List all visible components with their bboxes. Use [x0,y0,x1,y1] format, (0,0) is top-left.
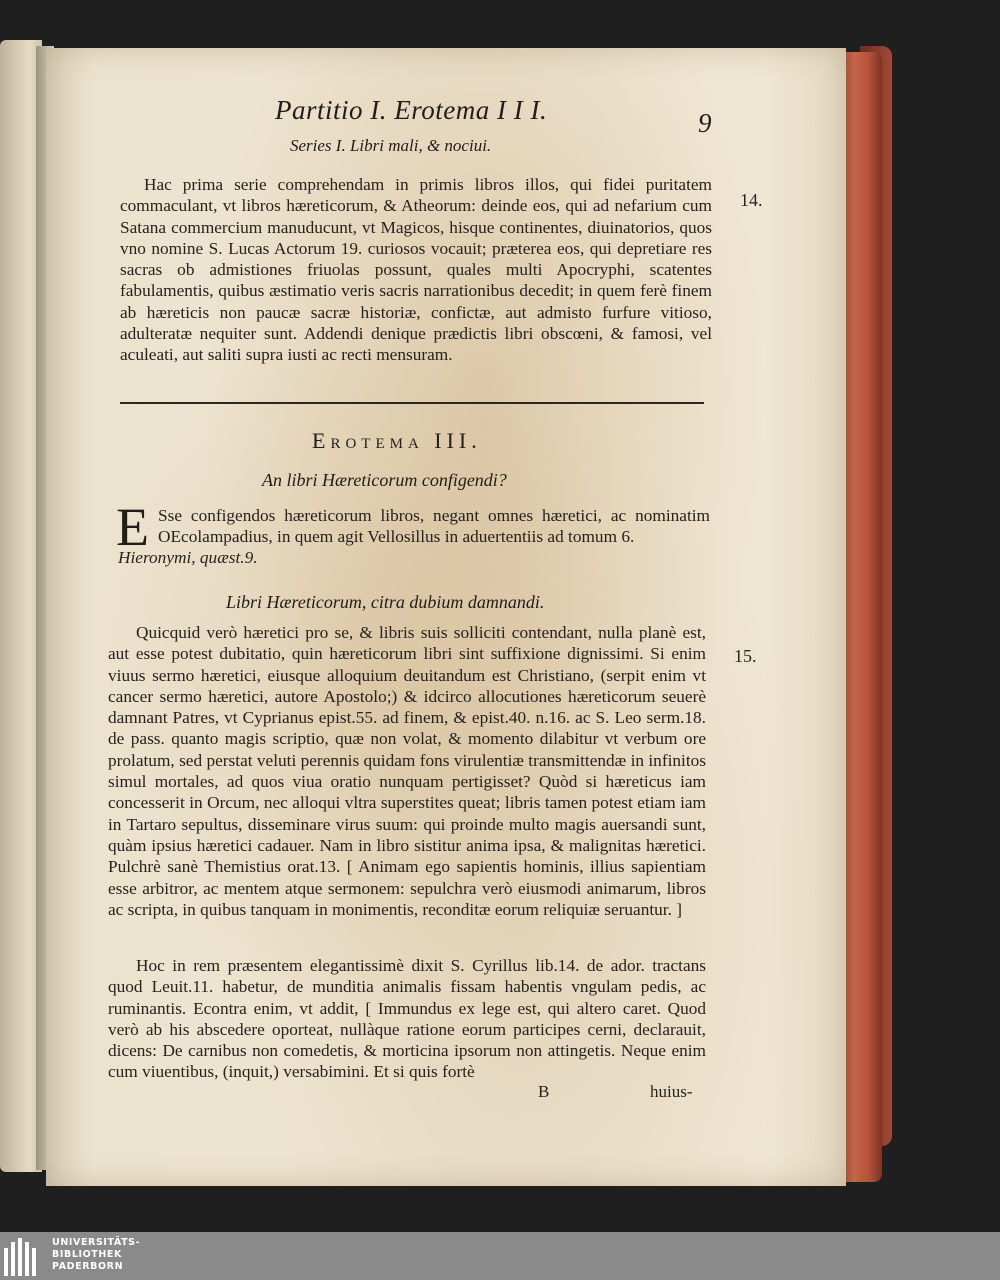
margin-number-14: 14. [740,190,763,210]
subheading: Libri Hæreticorum, citra dubium damnandi. [226,592,545,612]
page-number: 9 [698,108,712,138]
series-heading: Series I. Libri mali, & nociui. [290,136,492,155]
library-name-line-3: PADERBORN [52,1261,124,1272]
paragraph-2-line-2: Hieronymi, quæst.9. [118,548,258,567]
library-name [52,1237,140,1273]
library-name-line-1: UNIVERSITÄTS- [52,1237,141,1248]
question-heading: An libri Hæreticorum configendi? [262,470,507,490]
section-divider [120,402,704,404]
signature-mark: B [538,1082,550,1101]
paragraph-1: Hac prima serie comprehendam in primis libros illos, qui fidei puritatem commaculant, vt libros hæreticorum, & Atheorum: deinde eos, qui ad nefarium cum Satana commercium manuducunt, vt Magicos, hisque continentes, diuinatorios, quos vno nomine S. Lucas Actorum 19. curiosos vocauit; præterea eos, qui depretiare res sacras ob admistiones friuolas possunt, quales multi Apocryphi, scatentes fabulamentis, quibus æstimatio veris sacris narrationibus decedit; in quem ferè finem ab hæreticis non paucæ sacræ historiæ, confictæ, aut admisto furfure vitioso, adulteratæ nequiter sunt. Addendi denique prædictis libri obscœni, & famosi, vel aculeati, aut saliti supra iusti ac recti mensuram. [120,175,712,365]
section-title: Erotema III. [312,428,482,453]
library-footer-bar [0,1232,1000,1280]
margin-number-15: 15. [734,646,757,666]
paragraph-3: Quicquid verò hæretici pro se, & libris suis solliciti contendant, nulla planè est, aut esse potest dubitatio, quin hæreticorum libri sint suffixione dignissimi. Si enim viuus sermo hæretici, eiusque alloquium deuitandum est Christiano, (serpit enim vt cancer sermo hæretici, autore Apostolo;) & idcirco allocutiones hæreticorum seuerè damnant Patres, vt Cyprianus epist.55. ad finem, & epist.40. n.16. ac S. Leo serm.18. de pass. quanto magis scriptio, quæ non volat, & momento dilabitur vt verbum ore prolatum, sed perstat veluti perennis quidam fons virulentiæ transmittendæ in infinitos simul mortales, ad quos viua oratio nunquam pertigisset? Quòd si hæreticus iam concesserit in Orcum, nec alloqui vltra superstites queat; libris tamen potest etiam iam in Tartaro sepultus, disseminare virus suum: qui proinde multo magis auersandi sunt, quàm ipsius hæretici cadauer. Nam in libro sistitur anima ipsa, & malignitas hæretici. Pulchrè sanè Themistius orat.13. [ Animam ego sapientis hominis, illius sapientiam esse arbitror, ac mentem atque sermonem: sepulchra verò eiusmodi animarum, libros ac scripta, in quibus tanquam in monimentis, reconditæ eorum reliquiæ seruantur. ] [108,623,706,919]
paragraph-2-line-1: Sse configendos hæreticorum libros, negant omnes hæretici, ac nominatim OEcolampadius, in quem agit Vellosillus in aduertentiis ad tomum 6. [158,506,710,547]
library-name-line-2: BIBLIOTHEK [52,1249,122,1260]
running-title: Partitio I. Erotema I I I. [275,95,548,125]
paragraph-4: Hoc in rem præsentem elegantissimè dixit S. Cyrillus lib.14. de ador. tractans quod Leuit.11. habetur, de munditia animalis fissam habentis vngulam pedis, ac ruminantis. Econtra enim, vt addit, [ Immundus ex lege est, qui altero caret. Quod verò ab his abscedere oporteat, nullàque ratione eorum participes cerni, declarauit, dicens: De carnibus non comedetis, & morticina ipsorum non attingetis. Neque enim cum viuentibus, (inquit,) versabimini. Et si quis fortè [108,956,706,1082]
drop-cap: E [116,497,149,557]
catchword: huius- [650,1082,693,1101]
library-logo-icon [4,1238,46,1276]
